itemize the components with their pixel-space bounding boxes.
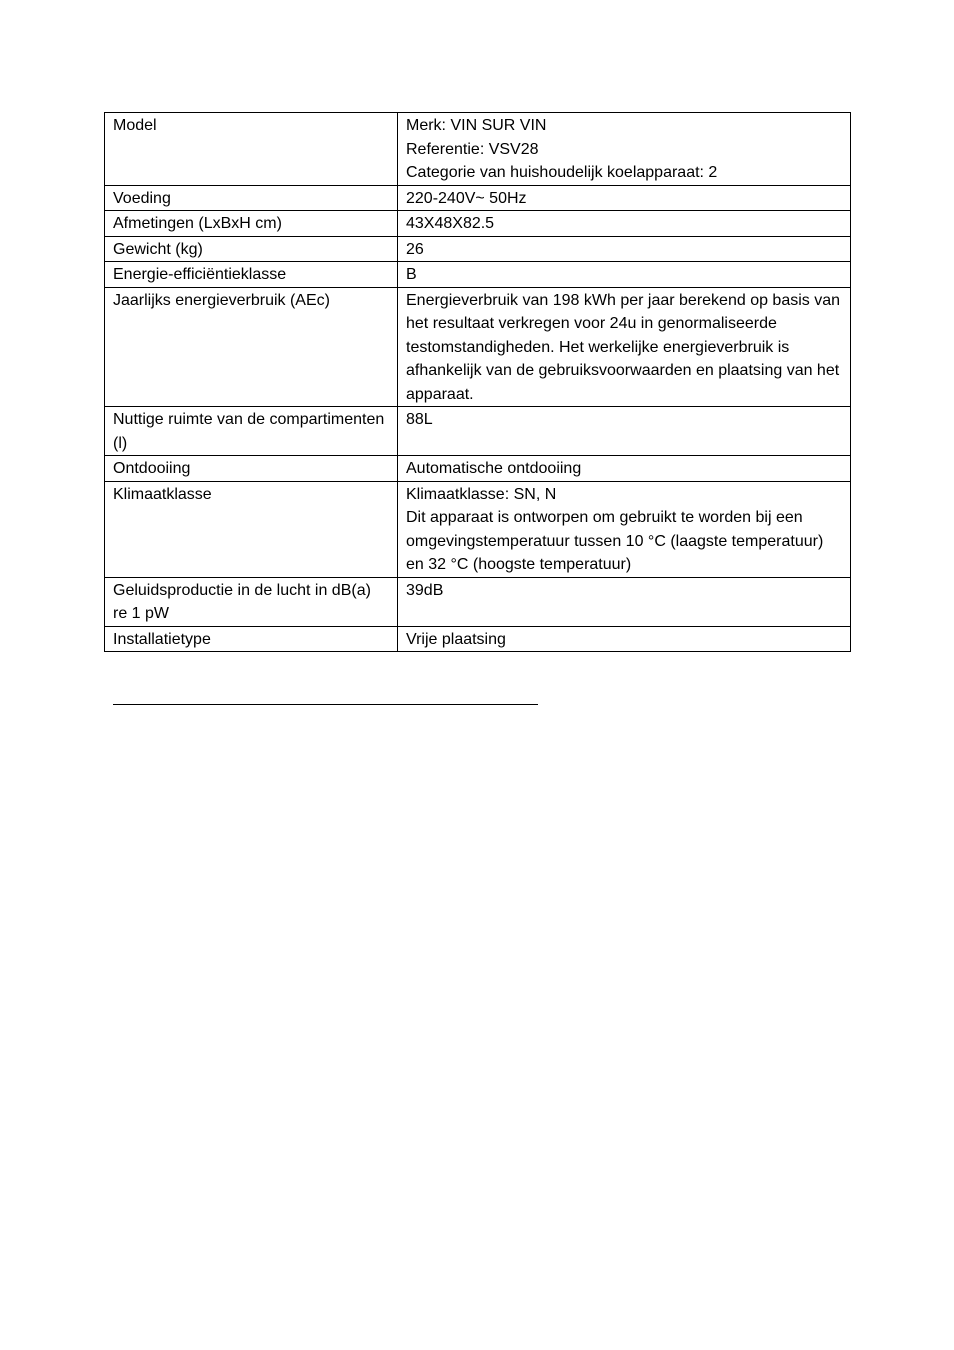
spec-value-line: 43X48X82.5 <box>406 215 495 232</box>
spec-value-line: Klimaatklasse: SN, N <box>406 485 557 503</box>
spec-label: Energie-efficiëntieklasse <box>105 262 398 288</box>
spec-value-line: Dit apparaat is ontworpen om gebruikt te worden bij een omgevingstemperatuur tussen 10 °C (laagste temperatuur) en 32 °C (hoogste temperatuur) <box>406 509 824 573</box>
spec-row <box>105 626 851 652</box>
spec-value <box>398 407 851 456</box>
spec-row <box>105 113 851 186</box>
spec-label: Jaarlijks energieverbruik (AEc) <box>105 287 398 407</box>
footnote-separator <box>113 704 538 705</box>
spec-row <box>105 287 851 407</box>
spec-label: Installatietype <box>105 626 398 652</box>
spec-row <box>105 236 851 262</box>
spec-label: Gewicht (kg) <box>105 236 398 262</box>
spec-row <box>105 481 851 577</box>
spec-value <box>398 481 851 577</box>
spec-value-line: Vrije plaatsing <box>406 630 506 648</box>
spec-value-line: Energieverbruik van 198 kWh per jaar berekend op basis van het resultaat verkregen voor 24u in genormaliseerde testomstandigheden. Het werkelijke energieverbruik is afhankelijk van de gebruiksvoorwaarden en plaatsing van het apparaat. <box>406 291 841 403</box>
spec-value <box>398 456 851 482</box>
spec-label: Afmetingen (LxBxH cm) <box>105 211 398 237</box>
spec-value <box>398 113 851 186</box>
spec-label: Klimaatklasse <box>105 481 398 577</box>
spec-row <box>105 577 851 626</box>
spec-label: Geluidsproductie in de lucht in dB(a) re 1 pW <box>105 577 398 626</box>
spec-value-line: Automatische ontdooiing <box>406 460 582 477</box>
spec-row <box>105 211 851 237</box>
spec-row <box>105 262 851 288</box>
spec-value-line: B <box>406 266 417 283</box>
spec-value-line: 220-240V~ 50Hz <box>406 189 527 207</box>
spec-value <box>398 236 851 262</box>
spec-value-line: 26 <box>406 240 424 258</box>
spec-value <box>398 626 851 652</box>
spec-label: Voeding <box>105 185 398 211</box>
spec-value <box>398 577 851 626</box>
spec-value <box>398 287 851 407</box>
spec-value-line: Merk: VIN SUR VIN <box>406 117 547 134</box>
spec-label: Ontdooiing <box>105 456 398 482</box>
spec-value <box>398 185 851 211</box>
spec-value-line: Referentie: VSV28 <box>406 140 539 158</box>
spec-table <box>104 112 851 652</box>
spec-row <box>105 456 851 482</box>
spec-value-line: Categorie van huishoudelijk koelapparaat: 2 <box>406 164 718 181</box>
spec-row <box>105 407 851 456</box>
spec-value-line: 39dB <box>406 581 444 599</box>
spec-label: Model <box>105 113 398 186</box>
spec-row <box>105 185 851 211</box>
spec-label: Nuttige ruimte van de compartimenten (l) <box>105 407 398 456</box>
spec-value-line: 88L <box>406 411 433 428</box>
spec-table-body <box>105 113 851 652</box>
spec-value <box>398 262 851 288</box>
spec-value <box>398 211 851 237</box>
